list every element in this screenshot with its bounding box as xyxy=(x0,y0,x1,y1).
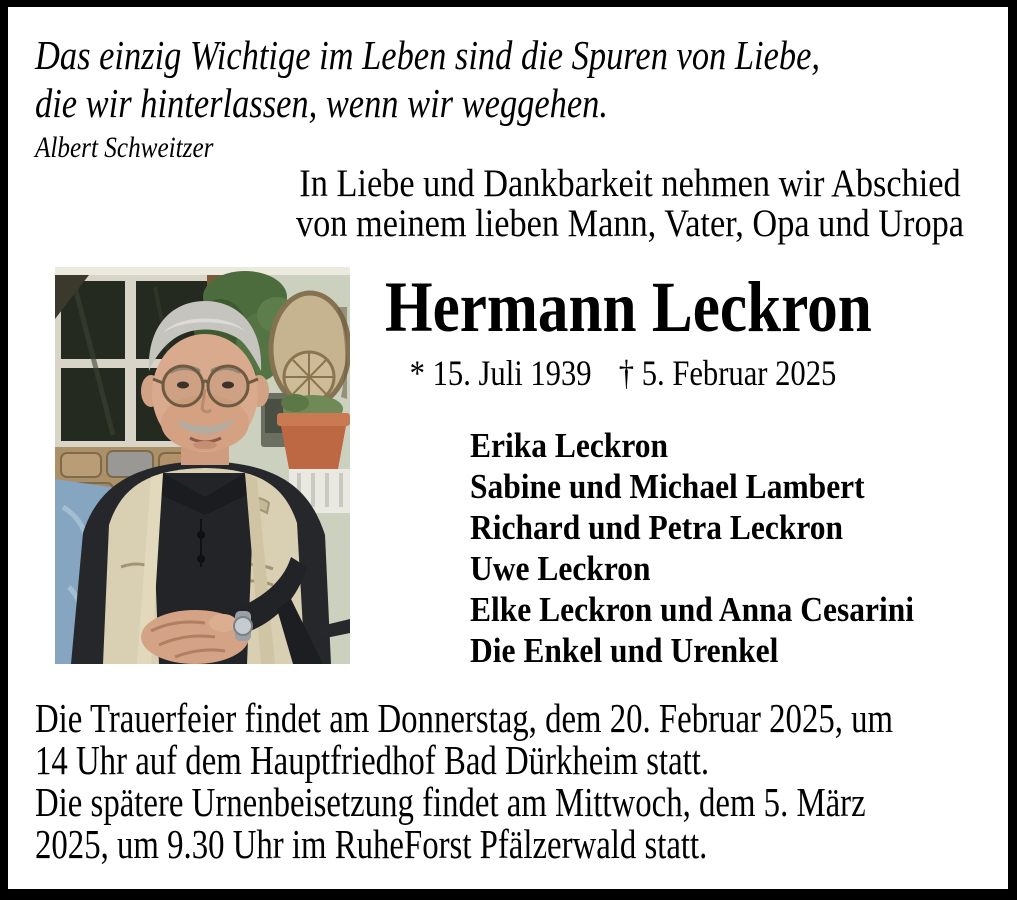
portrait-photo xyxy=(55,267,350,664)
service-info xyxy=(35,697,893,865)
mourner-line: Sabine und Michael Lambert xyxy=(470,467,865,506)
mourner-line: Erika Leckron xyxy=(470,426,669,465)
clasped-hands xyxy=(141,610,249,664)
service-line-2: 14 Uhr auf dem Hauptfriedhof Bad Dürkheim statt. xyxy=(35,737,710,783)
mourner-line: Die Enkel und Urenkel xyxy=(470,631,779,670)
quote-line-1: Das einzig Wichtige im Leben sind die Spuren von Liebe, xyxy=(35,32,820,78)
service-line-4: 2025, um 9.30 Uhr im RuheForst Pfälzerwald statt. xyxy=(35,821,708,867)
intro-block xyxy=(296,164,965,244)
mourners-list xyxy=(470,425,914,671)
intro-line-2: von meinem lieben Mann, Vater, Opa und Uropa xyxy=(295,202,965,245)
mourner-line: Elke Leckron und Anna Cesarini xyxy=(470,590,915,629)
wristwatch xyxy=(234,611,252,641)
death-date: † 5. Februar 2025 xyxy=(618,353,837,393)
mourner-line: Richard und Petra Leckron xyxy=(470,508,844,547)
life-dates xyxy=(385,355,861,391)
quote-line-2: die wir hinterlassen, wenn wir weggehen. xyxy=(35,80,609,126)
potted-plant xyxy=(277,394,350,469)
service-line-3: Die spätere Urnenbeisetzung findet am Mittwoch, dem 5. März xyxy=(35,779,866,825)
deceased-name: Hermann Leckron xyxy=(385,267,872,347)
mourner-line: Uwe Leckron xyxy=(470,549,651,588)
intro-line-1: In Liebe und Dankbarkeit nehmen wir Abschied xyxy=(299,162,961,205)
service-line-1: Die Trauerfeier findet am Donnerstag, dem 20. Februar 2025, um xyxy=(35,695,894,741)
birth-date: * 15. Juli 1939 xyxy=(409,353,592,393)
quote-attribution: Albert Schweitzer xyxy=(35,131,214,164)
quote-block xyxy=(35,31,820,165)
